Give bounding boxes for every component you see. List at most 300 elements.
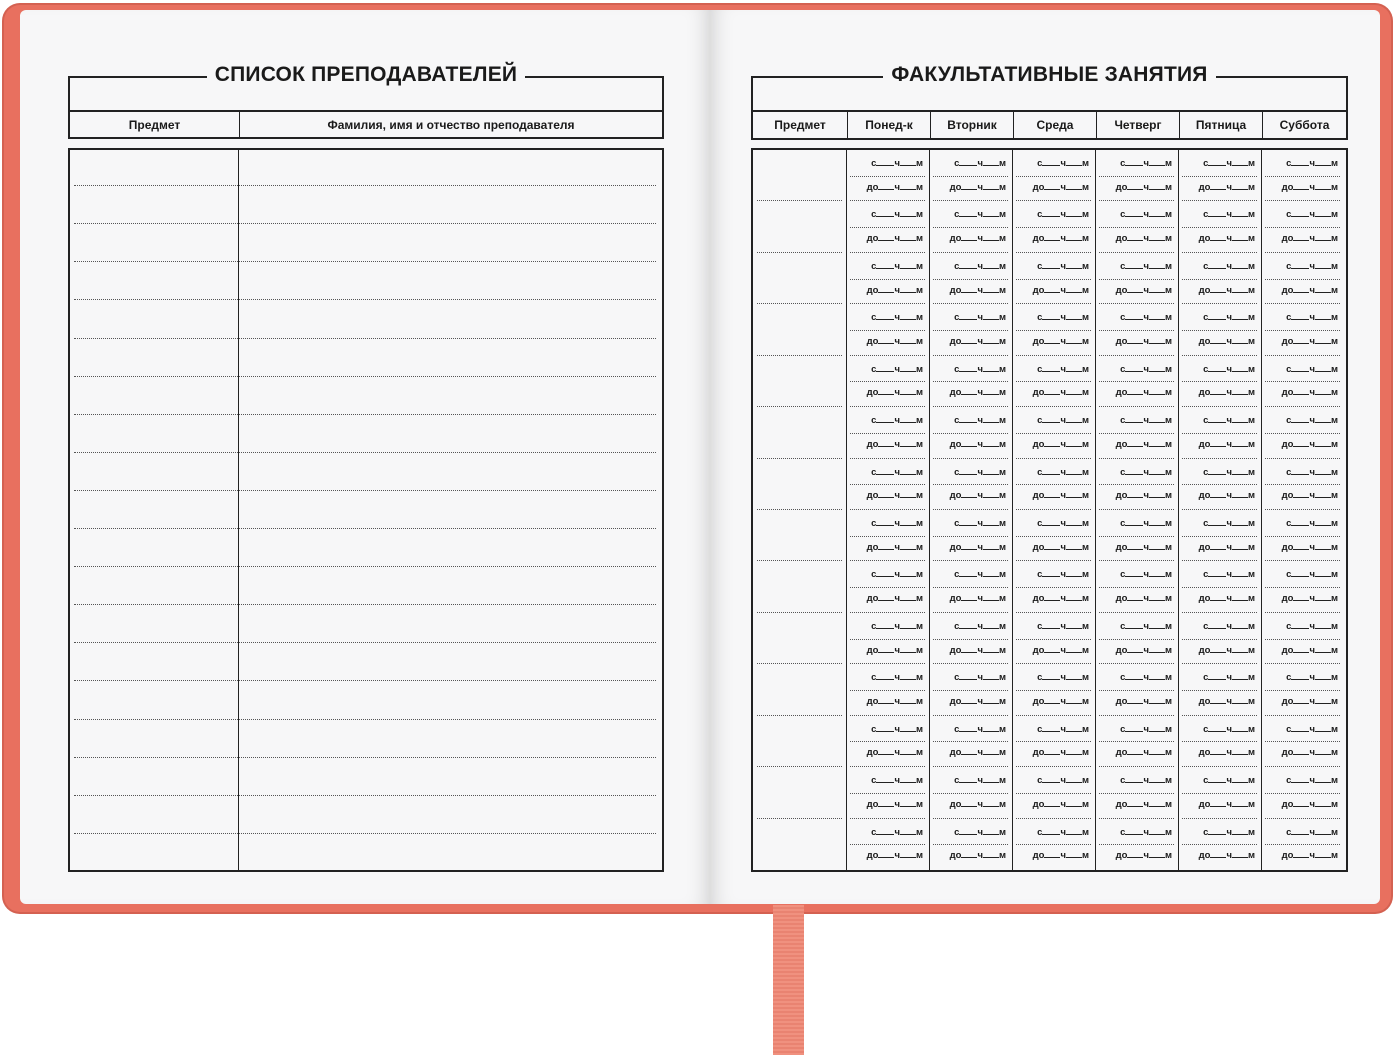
time-from-slot[interactable]: с ч м <box>1203 415 1255 427</box>
time-from-slot[interactable]: с ч м <box>871 260 923 272</box>
subject-ruled-line <box>757 252 842 253</box>
slot-ruled-line <box>1182 176 1257 177</box>
left-page <box>20 10 710 904</box>
time-from-slot[interactable]: с ч м <box>1286 158 1338 169</box>
time-from-slot[interactable]: с ч м <box>1286 620 1338 632</box>
time-from-slot[interactable]: с ч м <box>1203 363 1255 375</box>
header-day: Пятница <box>1180 112 1263 138</box>
time-from-slot[interactable]: с ч м <box>954 672 1006 684</box>
slot-ruled-line <box>1182 536 1257 537</box>
time-from-slot[interactable]: с ч м <box>1286 363 1338 375</box>
time-to-slot[interactable]: до ч м <box>866 593 923 605</box>
time-from-slot[interactable]: с ч м <box>1120 518 1172 529</box>
time-from-slot[interactable]: с ч м <box>1120 569 1172 581</box>
time-to-slot[interactable]: до ч м <box>866 798 923 810</box>
time-from-slot[interactable]: с ч м <box>1286 312 1338 324</box>
slot-ruled-line <box>933 690 1008 691</box>
time-to-slot[interactable]: до ч м <box>1115 696 1172 707</box>
time-to-slot[interactable]: до ч м <box>1032 233 1089 245</box>
time-to-slot[interactable]: до ч м <box>1115 490 1172 502</box>
row-ruled-line <box>1265 355 1340 356</box>
slot-ruled-line <box>1016 793 1091 794</box>
row-ruled-line <box>850 560 925 561</box>
row-ruled-line <box>1182 612 1257 613</box>
subject-ruled-line <box>757 303 842 304</box>
row-ruled-line <box>1182 252 1257 253</box>
time-to-slot[interactable]: до ч м <box>1198 284 1255 296</box>
slot-ruled-line <box>850 433 925 434</box>
row-ruled-line <box>1099 458 1174 459</box>
time-from-slot[interactable]: с ч м <box>954 415 1006 427</box>
slot-ruled-line <box>1265 536 1340 537</box>
time-from-slot[interactable]: с ч м <box>1286 569 1338 581</box>
time-to-slot[interactable]: до ч м <box>1115 336 1172 347</box>
row-ruled-line <box>1182 818 1257 819</box>
time-to-slot[interactable]: до ч м <box>1115 233 1172 245</box>
row-ruled-line <box>1016 200 1091 201</box>
time-from-slot[interactable]: с ч м <box>1203 209 1255 221</box>
teachers-header-row <box>68 110 664 139</box>
slot-ruled-line <box>933 176 1008 177</box>
time-from-slot[interactable]: с ч м <box>1286 672 1338 684</box>
slot-ruled-line <box>1099 176 1174 177</box>
time-to-slot[interactable]: до ч м <box>1281 747 1338 759</box>
time-from-slot[interactable]: с ч м <box>1037 260 1089 272</box>
slot-ruled-line <box>1016 844 1091 845</box>
time-to-slot[interactable]: до ч м <box>866 438 923 450</box>
row-ruled-line <box>933 406 1008 407</box>
time-to-slot[interactable]: до ч м <box>1198 181 1255 193</box>
time-to-slot[interactable]: до ч м <box>866 747 923 759</box>
time-from-slot[interactable]: с ч м <box>871 723 923 735</box>
time-from-slot[interactable]: с ч м <box>1286 260 1338 272</box>
time-to-slot[interactable]: до ч м <box>1032 593 1089 605</box>
time-from-slot[interactable]: с ч м <box>1120 312 1172 324</box>
teachers-ruled-line <box>74 528 656 529</box>
time-to-slot[interactable]: до ч м <box>1032 798 1089 810</box>
slot-ruled-line <box>850 484 925 485</box>
time-to-slot[interactable]: до ч м <box>949 490 1006 502</box>
time-from-slot[interactable]: с ч м <box>1037 569 1089 581</box>
row-ruled-line <box>1265 303 1340 304</box>
time-to-slot[interactable]: до ч м <box>1115 644 1172 656</box>
time-to-slot[interactable]: до ч м <box>1032 490 1089 502</box>
slot-ruled-line <box>850 176 925 177</box>
slot-ruled-line <box>1016 433 1091 434</box>
time-to-slot[interactable]: до ч м <box>1198 541 1255 553</box>
time-to-slot[interactable]: до ч м <box>1198 644 1255 656</box>
slot-ruled-line <box>850 844 925 845</box>
slot-ruled-line <box>850 381 925 382</box>
electives-column-divider <box>1178 150 1179 870</box>
time-to-slot[interactable]: до ч м <box>1032 541 1089 553</box>
time-from-slot[interactable]: с ч м <box>1120 620 1172 632</box>
time-from-slot[interactable]: с ч м <box>1203 158 1255 169</box>
row-ruled-line <box>1099 560 1174 561</box>
time-from-slot[interactable]: с ч м <box>871 415 923 427</box>
time-from-slot[interactable]: с ч м <box>1203 723 1255 735</box>
time-to-slot[interactable]: до ч м <box>1115 438 1172 450</box>
time-from-slot[interactable]: с ч м <box>1203 312 1255 324</box>
slot-ruled-line <box>850 587 925 588</box>
row-ruled-line <box>1182 766 1257 767</box>
row-ruled-line <box>1182 509 1257 510</box>
time-from-slot[interactable]: с ч м <box>1120 466 1172 478</box>
time-to-slot[interactable]: до ч м <box>1281 541 1338 553</box>
time-from-slot[interactable]: с ч м <box>1037 620 1089 632</box>
time-to-slot[interactable]: до ч м <box>866 387 923 399</box>
time-to-slot[interactable]: до ч м <box>1032 438 1089 450</box>
time-from-slot[interactable]: с ч м <box>1037 415 1089 427</box>
row-ruled-line <box>933 715 1008 716</box>
time-to-slot[interactable]: до ч м <box>1115 747 1172 759</box>
slot-ruled-line <box>1099 484 1174 485</box>
time-to-slot[interactable]: до ч м <box>1032 850 1089 862</box>
time-from-slot[interactable]: с ч м <box>1120 363 1172 375</box>
row-ruled-line <box>1016 355 1091 356</box>
time-to-slot[interactable]: до ч м <box>1281 233 1338 245</box>
row-ruled-line <box>850 612 925 613</box>
time-to-slot[interactable]: до ч м <box>949 798 1006 810</box>
row-ruled-line <box>1016 252 1091 253</box>
slot-ruled-line <box>933 536 1008 537</box>
time-from-slot[interactable]: с ч м <box>871 363 923 375</box>
row-ruled-line <box>1265 715 1340 716</box>
time-to-slot[interactable]: до ч м <box>1281 593 1338 605</box>
time-to-slot[interactable]: до ч м <box>1198 490 1255 502</box>
row-ruled-line <box>1016 509 1091 510</box>
slot-ruled-line <box>1182 381 1257 382</box>
row-ruled-line <box>1016 303 1091 304</box>
time-to-slot[interactable]: до ч м <box>949 233 1006 245</box>
time-from-slot[interactable]: с ч м <box>871 775 923 787</box>
time-from-slot[interactable]: с ч м <box>954 363 1006 375</box>
time-from-slot[interactable]: с ч м <box>954 158 1006 169</box>
time-from-slot[interactable]: с ч м <box>871 466 923 478</box>
time-to-slot[interactable]: до ч м <box>1115 850 1172 862</box>
time-to-slot[interactable]: до ч м <box>949 747 1006 759</box>
slot-ruled-line <box>933 330 1008 331</box>
time-to-slot[interactable]: до ч м <box>1281 644 1338 656</box>
time-from-slot[interactable]: с ч м <box>871 569 923 581</box>
time-from-slot[interactable]: с ч м <box>954 826 1006 838</box>
row-ruled-line <box>850 509 925 510</box>
teachers-ruled-line <box>74 566 656 567</box>
time-from-slot[interactable]: с ч м <box>1120 775 1172 787</box>
time-from-slot[interactable]: с ч м <box>1203 775 1255 787</box>
slot-ruled-line <box>1099 279 1174 280</box>
time-to-slot[interactable]: до ч м <box>1281 850 1338 862</box>
row-ruled-line <box>1099 818 1174 819</box>
time-from-slot[interactable]: с ч м <box>1120 672 1172 684</box>
row-ruled-line <box>1016 715 1091 716</box>
row-ruled-line <box>1099 200 1174 201</box>
row-ruled-line <box>1099 406 1174 407</box>
header-day: Суббота <box>1279 118 1330 132</box>
time-to-slot[interactable]: до ч м <box>1115 798 1172 810</box>
time-to-slot[interactable]: до ч м <box>1115 284 1172 296</box>
time-to-slot[interactable]: до ч м <box>866 284 923 296</box>
time-to-slot[interactable]: до ч м <box>1198 593 1255 605</box>
time-from-slot[interactable]: с ч м <box>1120 415 1172 427</box>
time-from-slot[interactable]: с ч м <box>1286 518 1338 529</box>
slot-ruled-line <box>933 433 1008 434</box>
slot-ruled-line <box>1099 690 1174 691</box>
teachers-ruled-line <box>74 223 656 224</box>
teachers-ruled-line <box>74 642 656 643</box>
time-to-slot[interactable]: до ч м <box>949 438 1006 450</box>
time-to-slot[interactable]: до ч м <box>1032 336 1089 347</box>
time-to-slot[interactable]: до ч м <box>1115 181 1172 193</box>
time-to-slot[interactable]: до ч м <box>949 336 1006 347</box>
row-ruled-line <box>1099 355 1174 356</box>
slot-ruled-line <box>1016 176 1091 177</box>
row-ruled-line <box>850 303 925 304</box>
time-from-slot[interactable]: с ч м <box>1203 260 1255 272</box>
header-day: Четверг <box>1097 112 1180 138</box>
time-from-slot[interactable]: с ч м <box>1120 209 1172 221</box>
row-ruled-line <box>850 458 925 459</box>
slot-ruled-line <box>933 484 1008 485</box>
row-ruled-line <box>1265 406 1340 407</box>
time-from-slot[interactable]: с ч м <box>1037 466 1089 478</box>
row-ruled-line <box>1099 303 1174 304</box>
row-ruled-line <box>850 406 925 407</box>
time-to-slot[interactable]: до ч м <box>949 181 1006 193</box>
time-from-slot[interactable]: с ч м <box>1286 723 1338 735</box>
time-from-slot[interactable]: с ч м <box>1203 620 1255 632</box>
electives-table-body[interactable] <box>751 148 1348 872</box>
time-to-slot[interactable]: до ч м <box>866 181 923 193</box>
slot-ruled-line <box>850 690 925 691</box>
row-ruled-line <box>933 303 1008 304</box>
slot-ruled-line <box>1016 741 1091 742</box>
row-ruled-line <box>1016 818 1091 819</box>
time-from-slot[interactable]: с ч м <box>1037 723 1089 735</box>
slot-ruled-line <box>1265 844 1340 845</box>
time-to-slot[interactable]: до ч м <box>1198 696 1255 707</box>
teachers-ruled-line <box>74 185 656 186</box>
time-to-slot[interactable]: до ч м <box>1115 387 1172 399</box>
slot-ruled-line <box>1265 381 1340 382</box>
teachers-ruled-line <box>74 680 656 681</box>
subject-ruled-line <box>757 715 842 716</box>
slot-ruled-line <box>1099 793 1174 794</box>
time-from-slot[interactable]: с ч м <box>871 826 923 838</box>
time-from-slot[interactable]: с ч м <box>954 260 1006 272</box>
bookmark-ribbon[interactable] <box>773 905 804 1055</box>
row-ruled-line <box>1182 200 1257 201</box>
time-from-slot[interactable]: с ч м <box>1286 775 1338 787</box>
time-to-slot[interactable]: до ч м <box>1198 336 1255 347</box>
time-from-slot[interactable]: с ч м <box>954 620 1006 632</box>
row-ruled-line <box>850 715 925 716</box>
time-to-slot[interactable]: до ч м <box>1198 438 1255 450</box>
slot-ruled-line <box>1265 279 1340 280</box>
teachers-ruled-line <box>74 604 656 605</box>
time-to-slot[interactable]: до ч м <box>949 387 1006 399</box>
time-from-slot[interactable]: с ч м <box>1037 312 1089 324</box>
teachers-table-body[interactable] <box>68 148 664 872</box>
time-to-slot[interactable]: до ч м <box>1281 438 1338 450</box>
subject-ruled-line <box>757 200 842 201</box>
time-from-slot[interactable]: с ч м <box>1037 826 1089 838</box>
time-from-slot[interactable]: с ч м <box>1203 466 1255 478</box>
time-from-slot[interactable]: с ч м <box>954 312 1006 324</box>
time-from-slot[interactable]: с ч м <box>871 312 923 324</box>
time-from-slot[interactable]: с ч м <box>1286 826 1338 838</box>
time-from-slot[interactable]: с ч м <box>1120 260 1172 272</box>
row-ruled-line <box>1099 715 1174 716</box>
time-to-slot[interactable]: до ч м <box>1115 541 1172 553</box>
time-from-slot[interactable]: с ч м <box>1120 723 1172 735</box>
row-ruled-line <box>850 200 925 201</box>
time-from-slot[interactable]: с ч м <box>1203 826 1255 838</box>
time-from-slot[interactable]: с ч м <box>954 775 1006 787</box>
time-from-slot[interactable]: с ч м <box>871 158 923 169</box>
time-to-slot[interactable]: до ч м <box>866 490 923 502</box>
time-to-slot[interactable]: до ч м <box>1198 850 1255 862</box>
electives-column-divider <box>1095 150 1096 870</box>
slot-ruled-line <box>1016 690 1091 691</box>
teachers-ruled-line <box>74 719 656 720</box>
slot-ruled-line <box>1099 741 1174 742</box>
time-to-slot[interactable]: до ч м <box>1032 387 1089 399</box>
time-to-slot[interactable]: до ч м <box>949 850 1006 862</box>
row-ruled-line <box>1016 663 1091 664</box>
teachers-ruled-line <box>74 261 656 262</box>
slot-ruled-line <box>933 741 1008 742</box>
time-from-slot[interactable]: с ч м <box>1203 672 1255 684</box>
time-from-slot[interactable]: с ч м <box>954 518 1006 529</box>
time-from-slot[interactable]: с ч м <box>1037 158 1089 169</box>
subject-ruled-line <box>757 355 842 356</box>
time-to-slot[interactable]: до ч м <box>1281 336 1338 347</box>
slot-ruled-line <box>1265 484 1340 485</box>
time-to-slot[interactable]: до ч м <box>1281 284 1338 296</box>
time-from-slot[interactable]: с ч м <box>954 569 1006 581</box>
electives-column-divider <box>1261 150 1262 870</box>
time-to-slot[interactable]: до ч м <box>1281 181 1338 193</box>
row-ruled-line <box>1265 458 1340 459</box>
time-from-slot[interactable]: с ч м <box>954 723 1006 735</box>
slot-ruled-line <box>1016 536 1091 537</box>
row-ruled-line <box>1182 715 1257 716</box>
time-from-slot[interactable]: с ч м <box>1286 415 1338 427</box>
slot-ruled-line <box>933 844 1008 845</box>
time-from-slot[interactable]: с ч м <box>1203 518 1255 529</box>
time-from-slot[interactable]: с ч м <box>1037 363 1089 375</box>
time-to-slot[interactable]: до ч м <box>949 593 1006 605</box>
time-to-slot[interactable]: до ч м <box>1198 747 1255 759</box>
time-from-slot[interactable]: с ч м <box>871 209 923 221</box>
slot-ruled-line <box>1182 227 1257 228</box>
time-to-slot[interactable]: до ч м <box>866 850 923 862</box>
time-to-slot[interactable]: до ч м <box>1281 696 1338 707</box>
subject-ruled-line <box>757 509 842 510</box>
slot-ruled-line <box>1182 741 1257 742</box>
slot-ruled-line <box>850 536 925 537</box>
time-to-slot[interactable]: до ч м <box>1115 593 1172 605</box>
time-from-slot[interactable]: с ч м <box>1286 209 1338 221</box>
time-to-slot[interactable]: до ч м <box>866 541 923 553</box>
time-from-slot[interactable]: с ч м <box>871 672 923 684</box>
time-from-slot[interactable]: с ч м <box>1037 209 1089 221</box>
header-day: Понед-к <box>848 112 931 138</box>
slot-ruled-line <box>1265 639 1340 640</box>
slot-ruled-line <box>1099 433 1174 434</box>
time-to-slot[interactable]: до ч м <box>949 644 1006 656</box>
slot-ruled-line <box>933 587 1008 588</box>
row-ruled-line <box>1265 200 1340 201</box>
time-from-slot[interactable]: с ч м <box>1203 569 1255 581</box>
time-from-slot[interactable]: с ч м <box>954 466 1006 478</box>
slot-ruled-line <box>850 741 925 742</box>
time-to-slot[interactable]: до ч м <box>1032 644 1089 656</box>
time-to-slot[interactable]: до ч м <box>866 233 923 245</box>
time-to-slot[interactable]: до ч м <box>1032 181 1089 193</box>
slot-ruled-line <box>1265 433 1340 434</box>
time-to-slot[interactable]: до ч м <box>949 284 1006 296</box>
time-to-slot[interactable]: до ч м <box>866 696 923 707</box>
time-from-slot[interactable]: с ч м <box>1037 518 1089 529</box>
time-to-slot[interactable]: до ч м <box>1281 387 1338 399</box>
slot-ruled-line <box>850 639 925 640</box>
row-ruled-line <box>933 766 1008 767</box>
time-to-slot[interactable]: до ч м <box>1198 387 1255 399</box>
electives-title: ФАКУЛЬТАТИВНЫЕ ЗАНЯТИЯ <box>883 63 1215 86</box>
time-to-slot[interactable]: до ч м <box>1032 284 1089 296</box>
time-from-slot[interactable]: с ч м <box>1037 775 1089 787</box>
time-to-slot[interactable]: до ч м <box>949 696 1006 707</box>
slot-ruled-line <box>1265 176 1340 177</box>
time-to-slot[interactable]: до ч м <box>1198 798 1255 810</box>
right-page <box>710 10 1380 904</box>
time-to-slot[interactable]: до ч м <box>866 336 923 347</box>
time-from-slot[interactable]: с ч м <box>954 209 1006 221</box>
slot-ruled-line <box>1182 330 1257 331</box>
time-from-slot[interactable]: с ч м <box>1286 466 1338 478</box>
time-from-slot[interactable]: с ч м <box>871 620 923 632</box>
time-to-slot[interactable]: до ч м <box>949 541 1006 553</box>
time-to-slot[interactable]: до ч м <box>1281 798 1338 810</box>
row-ruled-line <box>1016 406 1091 407</box>
time-from-slot[interactable]: с ч м <box>1120 158 1172 169</box>
row-ruled-line <box>1265 766 1340 767</box>
time-from-slot[interactable]: с ч м <box>1037 672 1089 684</box>
slot-ruled-line <box>1182 587 1257 588</box>
slot-ruled-line <box>850 279 925 280</box>
slot-ruled-line <box>850 793 925 794</box>
time-to-slot[interactable]: до ч м <box>1281 490 1338 502</box>
time-from-slot[interactable]: с ч м <box>871 518 923 529</box>
slot-ruled-line <box>850 227 925 228</box>
time-to-slot[interactable]: до ч м <box>866 644 923 656</box>
row-ruled-line <box>933 509 1008 510</box>
time-from-slot[interactable]: с ч м <box>1120 826 1172 838</box>
slot-ruled-line <box>850 330 925 331</box>
slot-ruled-line <box>933 639 1008 640</box>
row-ruled-line <box>850 766 925 767</box>
slot-ruled-line <box>933 381 1008 382</box>
time-to-slot[interactable]: до ч м <box>1032 747 1089 759</box>
row-ruled-line <box>933 560 1008 561</box>
row-ruled-line <box>1099 663 1174 664</box>
time-to-slot[interactable]: до ч м <box>1198 233 1255 245</box>
time-to-slot[interactable]: до ч м <box>1032 696 1089 707</box>
slot-ruled-line <box>1099 639 1174 640</box>
slot-ruled-line <box>1016 330 1091 331</box>
